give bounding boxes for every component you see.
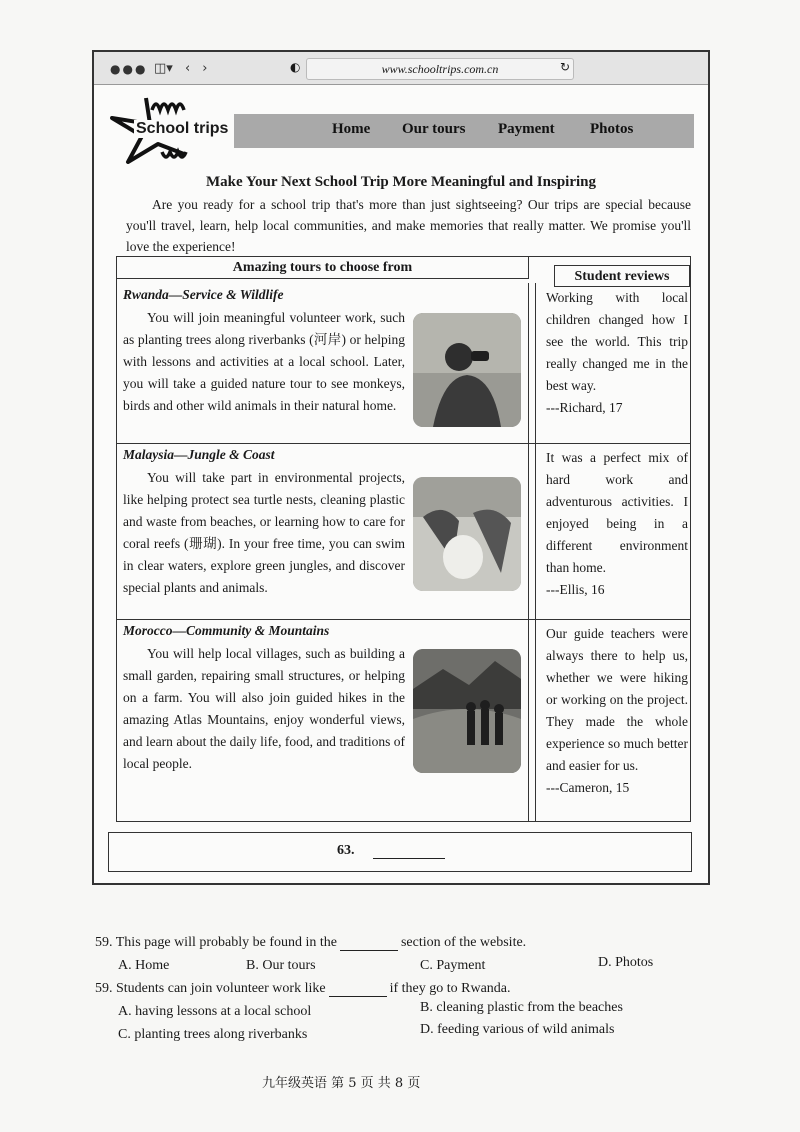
review-text — [546, 447, 688, 601]
question-number: 59. — [95, 981, 113, 996]
sidebar-toggle-icon[interactable]: ◫▾ — [154, 61, 173, 76]
question-stem: Students can join volunteer work like — [116, 981, 326, 996]
morocco-photo — [413, 649, 521, 773]
nav-photos[interactable]: Photos — [590, 121, 634, 137]
review-author: ---Cameron, 15 — [546, 780, 630, 795]
question-1 — [95, 935, 526, 951]
window-controls[interactable]: ●●● — [110, 62, 148, 76]
review-body: Our guide teachers were always there to help us, whether we were hiking or working on the project. They made the whole experience so much better and easier for us. — [546, 626, 688, 773]
reviews-header: Student reviews — [554, 265, 690, 287]
answer-box — [108, 832, 692, 872]
option-d[interactable]: D. feeding various of wild animals — [420, 1022, 615, 1037]
tour-description: You will help local villages, such as building a small garden, repairing small structures, or helping on a farm. You will also join guided hikes in the amazing Atlas Mountains, enjoy wonderful views, and learn about the daily life, food, and traditions of local people. — [123, 646, 405, 771]
option-b[interactable]: B. Our tours — [246, 958, 316, 973]
option-b[interactable]: B. cleaning plastic from the beaches — [420, 1000, 623, 1015]
review-text — [546, 287, 688, 419]
nav-home[interactable]: Home — [332, 121, 371, 137]
reload-icon[interactable]: ↻ — [560, 60, 571, 74]
tour-description: You will take part in environmental projects, like helping protect sea turtle nests, cleaning plastic and waste from beaches, or learning how to care for coral reefs (珊瑚). In your free time, you can swim in clear waters, explore green jungles, and discover special plants and animals. — [123, 470, 405, 595]
option-d[interactable]: D. Photos — [598, 955, 654, 970]
question-stem-end: section of the website. — [400, 935, 527, 950]
intro-paragraph: Are you ready for a school trip that's more than just sightseeing? Our trips are special because you'll travel, learn, help local communities, and make memories that really matter. We promise you'll love the experience! — [126, 197, 691, 254]
browser-toolbar — [94, 52, 708, 85]
review-cell — [535, 619, 690, 821]
option-c[interactable]: C. planting trees along riverbanks — [118, 1027, 308, 1042]
rwanda-photo — [413, 313, 521, 427]
tour-description: You will join meaningful volunteer work, such as planting trees along riverbanks (河岸) or helping with lessons and activities at a local school. Later, you will take a guided nature tour to see monkeys, birds and other wild animals in their natural home. — [123, 310, 405, 413]
option-a[interactable]: A. having lessons at a local school — [118, 1004, 312, 1019]
question-stem: This page will probably be found in the — [115, 935, 337, 950]
nav-payment[interactable]: Payment — [498, 121, 555, 137]
review-cell — [535, 443, 690, 619]
review-text — [546, 623, 688, 799]
answer-label: 63. — [337, 843, 355, 858]
tour-title: Malaysia—Jungle & Coast — [123, 447, 275, 462]
tour-row-rwanda — [117, 283, 690, 444]
back-icon[interactable]: ‹ — [184, 61, 191, 76]
tour-cell — [117, 283, 529, 443]
option-a[interactable]: A. Home — [118, 958, 170, 973]
address-bar[interactable]: www.schooltrips.com.cn — [306, 58, 574, 80]
shield-icon: ◐ — [290, 60, 301, 74]
tour-title: Rwanda—Service & Wildlife — [123, 287, 284, 302]
tour-cell — [117, 443, 529, 619]
nav-our-tours[interactable]: Our tours — [402, 121, 466, 137]
tour-row-malaysia — [117, 443, 690, 620]
question-number: 59. — [95, 935, 113, 950]
review-author: ---Ellis, 16 — [546, 582, 605, 597]
malaysia-photo — [413, 477, 521, 591]
forward-icon[interactable]: › — [202, 61, 208, 76]
tour-title: Morocco—Community & Mountains — [123, 623, 330, 638]
browser-nav — [154, 61, 216, 76]
review-body: Working with local children changed how I see the world. This trip really changed me in the best way. — [546, 290, 688, 393]
review-author: ---Richard, 17 — [546, 400, 623, 415]
logo-text: School trips — [136, 120, 229, 137]
tour-cell — [117, 619, 529, 821]
review-cell — [535, 283, 690, 443]
page-headline: Make Your Next School Trip More Meaningful and Inspiring — [205, 174, 597, 190]
question-stem-end: if they go to Rwanda. — [389, 981, 511, 996]
tours-header: Amazing tours to choose from — [117, 257, 529, 279]
answer-blank[interactable] — [373, 858, 445, 859]
question-blank[interactable] — [340, 938, 398, 951]
question-2 — [95, 981, 511, 997]
question-blank[interactable] — [329, 984, 387, 997]
tours-table — [116, 256, 691, 822]
webpage-frame — [92, 50, 710, 885]
tour-row-morocco — [117, 619, 690, 821]
site-navbar — [234, 114, 694, 148]
option-c[interactable]: C. Payment — [420, 958, 486, 973]
review-body: It was a perfect mix of hard work and adventurous activities. I enjoyed being in a different environment than home. — [546, 450, 688, 575]
page-footer: 九年级英语 第 5 页 共 8 页 — [262, 1076, 421, 1091]
